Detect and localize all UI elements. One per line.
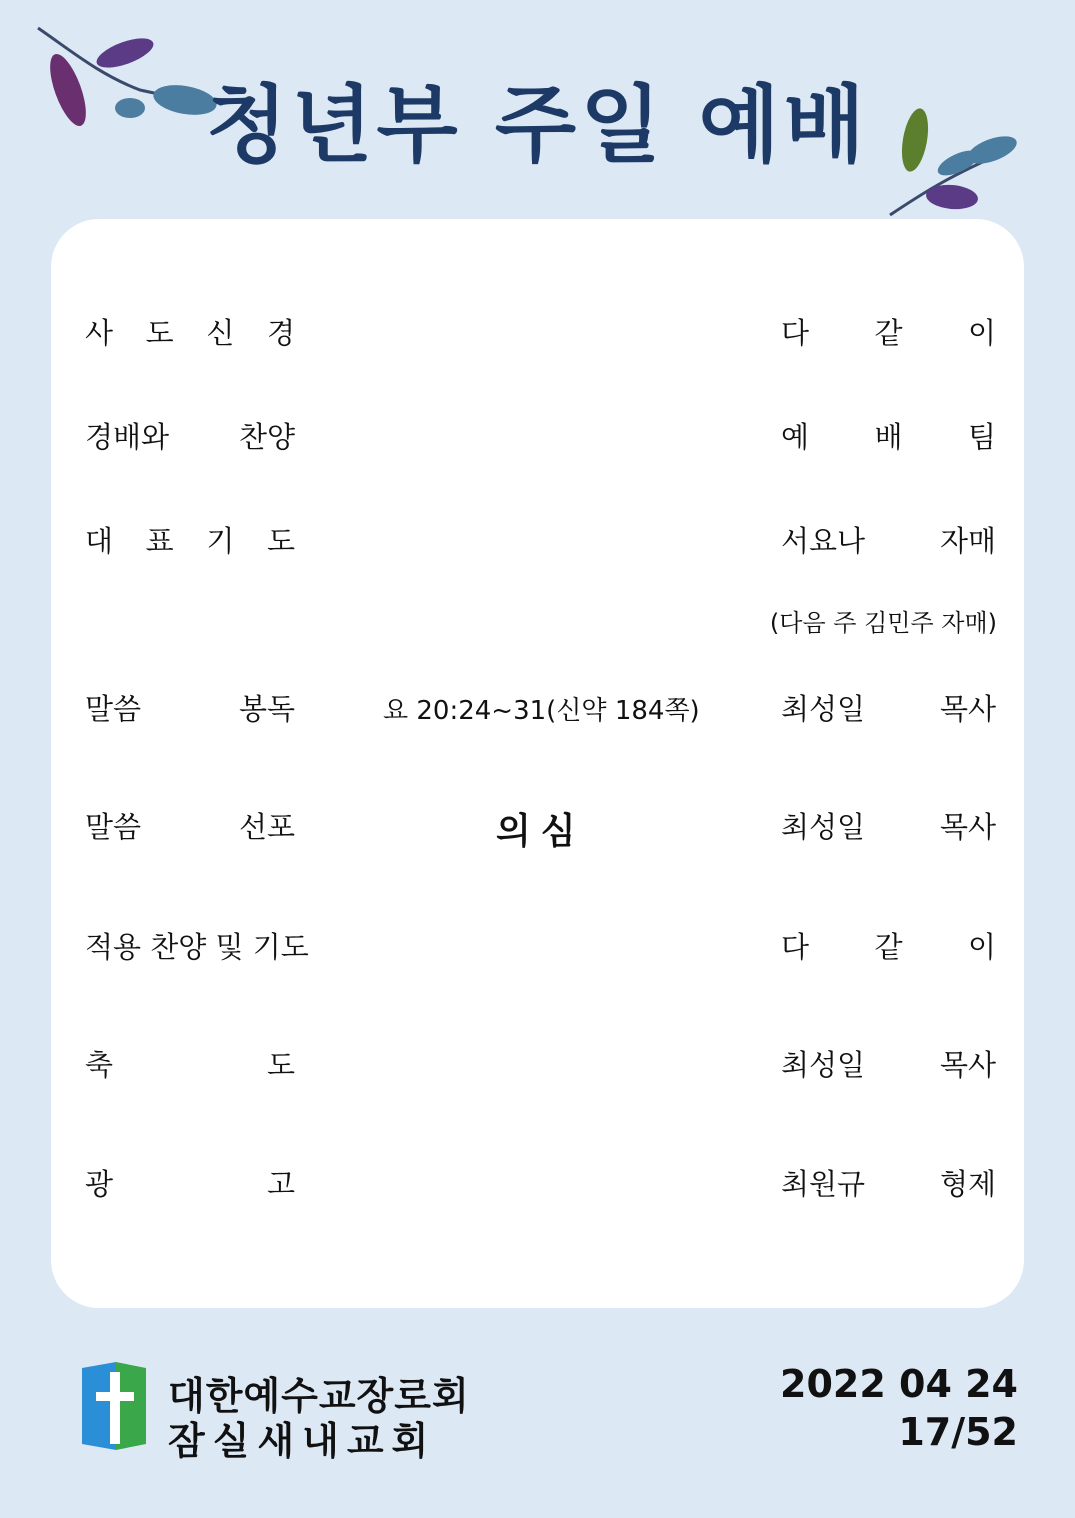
- service-leader: 예 배 팀: [781, 420, 996, 454]
- service-row: [51, 925, 1024, 975]
- service-item: 사 도 신 경: [85, 316, 295, 350]
- sermon-title: 의심: [496, 811, 586, 852]
- next-week-note: (다음 주 김민주 자매): [769, 609, 997, 637]
- service-date: 2022 04 24: [780, 1362, 1018, 1406]
- service-row: [51, 1162, 1024, 1212]
- service-item: 적용 찬양 및 기도: [85, 930, 309, 964]
- page-title: 청년부 주일 예배: [206, 76, 869, 174]
- service-row: [51, 1043, 1024, 1093]
- service-item: 축 도: [85, 1048, 295, 1082]
- church-denomination: 대한예수교장로회: [168, 1374, 470, 1418]
- service-row: [51, 805, 1024, 855]
- service-row: [51, 687, 1024, 737]
- service-row: [51, 415, 1024, 465]
- service-row: [51, 519, 1024, 569]
- cross-logo-icon: [82, 1362, 148, 1454]
- service-item: 광 고: [85, 1167, 295, 1201]
- scripture-reference: 요 20:24~31(신약 184쪽): [383, 696, 700, 726]
- service-leader: 최성일 목사: [781, 810, 996, 844]
- week-number: 17/52: [898, 1410, 1018, 1454]
- church-name: 잠실새내교회: [168, 1419, 437, 1463]
- service-item: 말씀 선포: [85, 810, 295, 844]
- service-leader: 서요나 자매: [781, 524, 996, 558]
- service-leader: 최원규 형제: [781, 1167, 996, 1201]
- service-leader: 다 같 이: [781, 930, 996, 964]
- service-leader: 최성일 목사: [781, 692, 996, 726]
- service-item: 말씀 봉독: [85, 692, 295, 726]
- service-leader: 다 같 이: [781, 316, 996, 350]
- service-item: 대 표 기 도: [85, 524, 295, 558]
- service-item: 경배와 찬양: [85, 420, 295, 454]
- service-leader: 최성일 목사: [781, 1048, 996, 1082]
- order-of-service: [51, 219, 1024, 1308]
- service-row: [51, 311, 1024, 361]
